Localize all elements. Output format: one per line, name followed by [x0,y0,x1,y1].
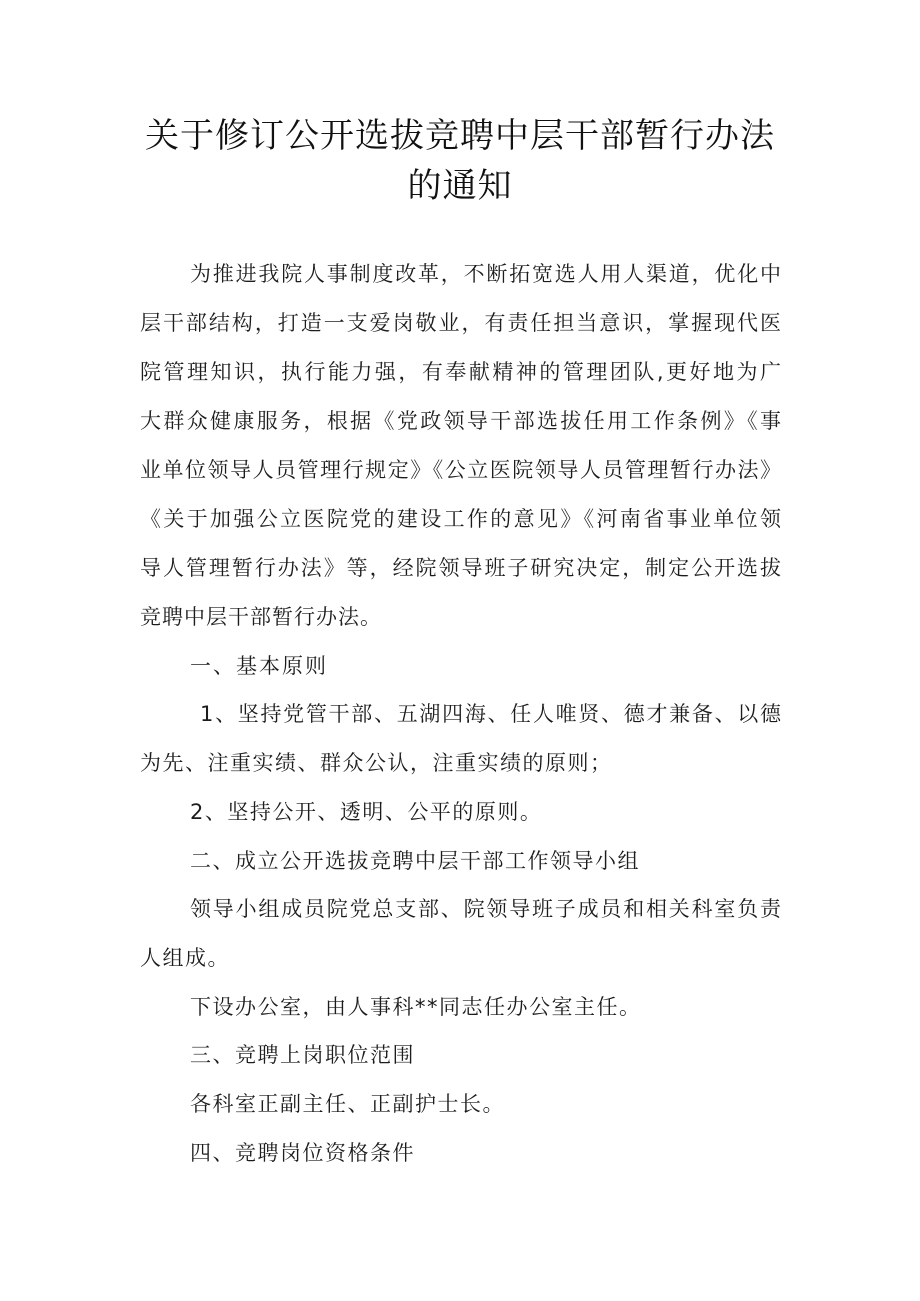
intro-line-6: 《关于加强公立医院党的建设工作的意见》《河南省事业单位领 [140,507,782,531]
document-title-line-2: 的通知 [407,166,513,206]
principle-1-line-1: 1、坚持党管干部、五湖四海、任人唯贤、德才兼备、以德 [200,702,782,726]
intro-line-5: 业单位领导人员管理行规定》《公立医院领导人员管理暂行办法》 [140,458,782,482]
group-line-2: 人组成。 [140,946,230,970]
intro-line-2: 层干部结构，打造一支爱岗敬业，有责任担当意识，掌握现代医 [140,311,782,335]
intro-line-8: 竞聘中层干部暂行办法。 [140,605,382,629]
office-line: 下设办公室，由人事科**同志任办公室主任。 [190,995,642,1019]
intro-line-1: 为推进我院人事制度改革，不断拓宽选人用人渠道，优化中 [190,262,782,286]
principle-2: 2、坚持公开、透明、公平的原则。 [190,800,543,824]
intro-line-7: 导人管理暂行办法》等，经院领导班子研究决定，制定公开选拔 [140,556,782,580]
principle-1-line-2: 为先、注重实绩、群众公认，注重实绩的原则； [140,751,613,775]
section-heading-2: 二、成立公开选拔竞聘中层干部工作领导小组 [190,849,640,873]
section-heading-3: 三、竞聘上岗职位范围 [190,1043,415,1067]
intro-line-4: 大群众健康服务，根据《党政领导干部选拔任用工作条例》《事 [140,409,782,433]
scope-line: 各科室正副主任、正副护士长。 [190,1092,505,1116]
intro-line-3: 院管理知识，执行能力强，有奉献精神的管理团队,更好地为广 [140,360,782,384]
group-line-1: 领导小组成员院党总支部、院领导班子成员和相关科室负责 [190,897,782,921]
document-title-line-1: 关于修订公开选拔竞聘中层干部暂行办法 [145,116,775,156]
section-heading-1: 一、基本原则 [190,654,328,678]
section-heading-4: 四、竞聘岗位资格条件 [190,1141,415,1165]
